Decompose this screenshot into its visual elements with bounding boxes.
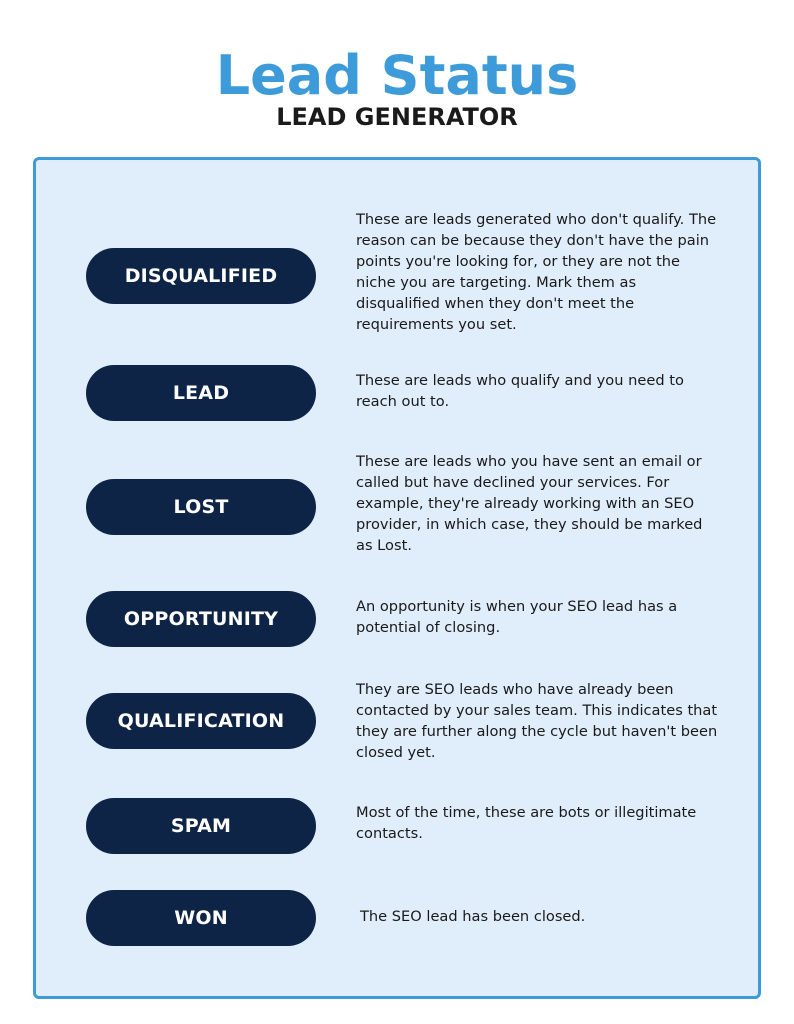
status-badge-spam: SPAM: [86, 798, 316, 854]
status-description-qualification: They are SEO leads who have already been contacted by your sales team. This indicates that they are further along the cycle but haven't been closed yet.: [356, 681, 718, 761]
status-description-won: The SEO lead has been closed.: [360, 908, 586, 925]
status-badge-lost: LOST: [86, 479, 316, 535]
status-description-lead: These are leads who qualify and you need to reach out to.: [356, 372, 684, 410]
status-description-spam: Most of the time, these are bots or illegitimate contacts.: [356, 804, 697, 842]
status-badge-qualification: QUALIFICATION: [86, 693, 316, 749]
status-badge-disqualified: DISQUALIFIED: [86, 248, 316, 304]
status-badge-won: WON: [86, 890, 316, 946]
status-badge-opportunity: OPPORTUNITY: [86, 591, 316, 647]
page-subtitle: LEAD GENERATOR: [276, 103, 518, 131]
status-badge-lead: LEAD: [86, 365, 316, 421]
status-description-opportunity: An opportunity is when your SEO lead has a potential of closing.: [356, 598, 678, 636]
status-description-disqualified: These are leads generated who don't qualify. The reason can be because they don't have the pain points you're looking for, or they are not the niche you are targeting. Mark them as disqualified when they don't meet the requirements you set.: [356, 211, 717, 333]
status-description-lost: These are leads who you have sent an email or called but have declined your services. For example, they're already working with an SEO provider, in which case, they should be marked as Lost.: [356, 453, 703, 554]
page-title: Lead Status: [215, 44, 579, 107]
